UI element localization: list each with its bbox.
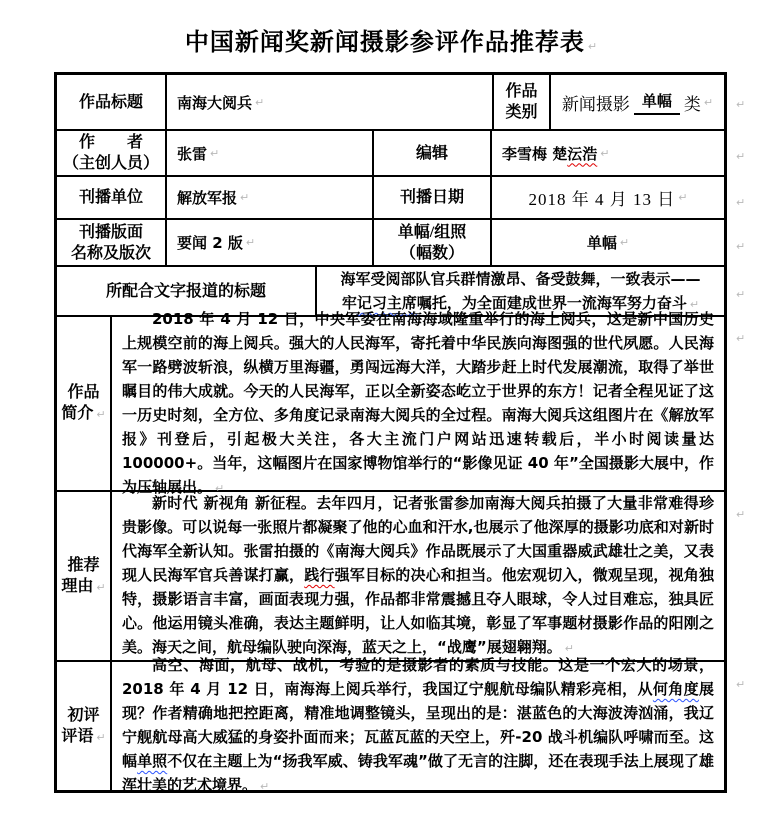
label-publish-date-text: 刊播日期 — [399, 189, 464, 206]
publish-date-text: 2018 年 4 月 13 日 — [528, 190, 676, 209]
paragraph-mark: ↵ — [736, 678, 746, 691]
label-editor-text: 编辑 — [415, 144, 448, 162]
paragraph-mark: ↵ — [619, 236, 630, 249]
label-work-category — [492, 75, 549, 129]
value-recommendation-reason — [110, 492, 724, 660]
value-work-title — [165, 75, 492, 129]
recommendation-form-table — [54, 72, 727, 793]
value-work-category — [549, 75, 724, 129]
category-prefix-text: 新闻摄影 — [561, 94, 630, 114]
work-intro-text: 2018 年 4 月 12 日，中央军委在南海海域隆重举行的海上阅兵，这是新中国历史上规模空前的海上阅兵。强大的人民海军，寄托着中华民族向海图强的世代夙愿。人民海军一路劈波斩浪，纵横万里海疆，勇闯远海大洋，大踏步赶上时代发展潮流，取得了举世瞩目的伟大成就。今天的人民海军，正以全新姿态屹立于世界的东方！记者全程见证了这一历史时刻，全方位、多角度记录南海大阅兵的全过程。南海大阅兵这组图片在《解放军报》刊登后，引起极大关注，各大主流门户网站迅速转载后，半小时阅读量达 100000+。当年，这幅图片在国家博物馆举行的“影像见证 40 年”全国摄影大展中，作为压轴展出。 — [122, 309, 714, 496]
value-publisher — [165, 177, 372, 218]
label-single-or-group-line1: 单幅/组照 — [397, 223, 467, 241]
label-recommendation-reason-line1: 推荐 — [67, 556, 100, 574]
label-author — [57, 131, 165, 175]
paragraph-mark: ↵ — [736, 150, 746, 163]
preliminary-review-paragraph — [122, 653, 714, 799]
paragraph-mark: ↵ — [245, 236, 256, 249]
report-title-line1: 海军受阅部队官兵群情激昂、备受鼓舞，一致表示—— — [340, 270, 701, 288]
work-title-text: 南海大阅兵 — [177, 93, 253, 112]
recommendation-reason-text: 新时代 新视角 新征程。去年四月，记者张雷参加南海大阅兵拍摄了大量非常难得珍贵影像。可以说每一张照片都凝聚了他的心血和汗水,也展示了他深厚的摄影功底和对新时代海军全新认知。张雷拍摄的《南海大阅兵》作品既展示了大国重器威武雄壮之美，又表现人民海军官兵善谋打赢，践行强军目标的决心和担当。他宏观切入，微观呈现，视角独特，摄影语言丰富，画面表现力强，作品都非常震撼且夺人眼球，令人过目难忘，独具匠心。他运用镜头准确，表达主题鲜明，让人如临其境，彰显了军事题材摄影作品的阳刚之美。海天之间，航母编队驶向深海，蓝天之上，“战鹰”展翅翱翔。 — [122, 494, 714, 656]
label-preliminary-review-line1: 初评 — [67, 706, 100, 724]
paragraph-mark: ↵ — [736, 288, 746, 301]
row-recommendation-reason — [57, 490, 724, 660]
preliminary-review-text: 高空、海面，航母、战机，考验的是摄影者的素质与技能。这是一个宏大的场景，2018 年 4 月 12 日，南海海上阅兵举行，我国辽宁舰航母编队精彩亮相，从何角度展现？作者精确地把控距离，精准地调整镜头，呈现出的是：湛蓝色的大海波涛汹涌，我辽宁舰航母高大威猛的身姿扑面而来；瓦蓝瓦蓝的天空上，歼-20 战斗机编队呼啸而至。这幅单照不仅在主题上为“扬我军威、铸我军魂”做了无言的注脚，还在表现手法上展现了雄浑壮美的艺术境界。 — [122, 656, 714, 794]
paragraph-mark: ↵ — [600, 146, 610, 160]
paragraph-mark: ↵ — [736, 240, 746, 253]
value-work-intro — [110, 309, 724, 496]
label-work-category-line1: 作品 — [505, 83, 538, 100]
value-author — [165, 131, 372, 175]
paragraph-mark: ↵ — [260, 780, 270, 793]
paragraph-mark: ↵ — [678, 191, 688, 204]
label-work-title — [57, 75, 165, 129]
label-preliminary-review — [57, 662, 110, 790]
page-layout-text: 要闻 2 版 — [177, 234, 243, 252]
label-single-or-group — [372, 220, 490, 265]
value-editor — [490, 131, 724, 175]
paragraph-mark: ↵ — [736, 332, 746, 345]
paragraph-mark: ↵ — [255, 95, 265, 109]
label-work-intro-line2-text: 简介 — [61, 405, 94, 422]
paragraph-mark: ↵ — [210, 146, 220, 160]
paragraph-mark: ↵ — [703, 95, 714, 109]
paragraph-mark: ↵ — [736, 508, 746, 521]
paragraph-mark: ↵ — [736, 196, 746, 209]
label-publish-date — [372, 177, 490, 218]
label-single-or-group-line2: （幅数） — [399, 244, 464, 262]
row-page-layout — [57, 218, 724, 265]
category-type-underlined: 单幅 — [634, 90, 680, 115]
label-work-intro-line2 — [61, 403, 105, 425]
label-editor — [372, 131, 490, 175]
recommendation-reason-paragraph — [122, 491, 714, 661]
row-work-intro — [57, 309, 724, 496]
label-work-intro-line1: 作品 — [67, 384, 100, 401]
row-publisher-date — [57, 175, 724, 218]
label-page-layout-line1: 刊播版面 — [78, 223, 143, 241]
paragraph-mark: ↵ — [96, 408, 106, 421]
paragraph-mark: ↵ — [689, 298, 700, 311]
label-publisher — [57, 177, 165, 218]
paragraph-mark: ↵ — [96, 580, 106, 594]
work-intro-paragraph — [122, 307, 714, 501]
row-work-title — [57, 75, 724, 129]
paragraph-mark: ↵ — [215, 481, 225, 495]
paragraph-mark: ↵ — [736, 98, 746, 111]
label-publisher-text: 刊播单位 — [78, 189, 143, 206]
publisher-text: 解放军报 — [177, 189, 238, 207]
label-page-layout — [57, 220, 165, 265]
value-publish-date — [490, 177, 724, 218]
paragraph-mark: ↵ — [96, 730, 106, 744]
label-author-line2: （主创人员） — [62, 155, 159, 172]
label-work-category-line2: 类别 — [505, 104, 538, 121]
value-page-layout — [165, 220, 372, 265]
paragraph-mark: ↵ — [587, 40, 598, 53]
label-preliminary-review-line2 — [61, 726, 105, 748]
category-suffix-text: 类 — [683, 94, 701, 114]
label-recommendation-reason-line2-text: 理由 — [61, 577, 94, 595]
label-work-title-text: 作品标题 — [78, 93, 143, 111]
author-name-text: 张雷 — [177, 144, 208, 163]
paragraph-mark: ↵ — [564, 642, 574, 655]
document-title-block — [0, 22, 782, 57]
label-work-intro — [57, 317, 110, 490]
document-title: 中国新闻奖新闻摄影参评作品推荐表 — [184, 30, 585, 56]
report-title-line2-text: 牢记习主席嘱托，为全面建成世界一流海军努力奋斗 — [341, 294, 687, 312]
paragraph-mark: ↵ — [240, 191, 250, 204]
label-page-layout-line2: 名称及版次 — [70, 244, 151, 262]
single-or-group-text: 单幅 — [586, 234, 617, 252]
row-preliminary-review — [57, 656, 724, 794]
value-preliminary-review — [110, 656, 724, 794]
label-preliminary-review-line2-text: 评语 — [61, 727, 94, 745]
label-recommendation-reason-line2 — [61, 576, 105, 598]
label-author-line1: 作 者 — [78, 134, 143, 151]
label-recommendation-reason — [57, 492, 110, 660]
label-accompanying-report-text: 所配合文字报道的标题 — [105, 282, 266, 300]
editor-names-text: 李雪梅 楚沄浩 — [502, 144, 598, 163]
row-author-editor — [57, 129, 724, 175]
value-single-or-group — [490, 220, 724, 265]
